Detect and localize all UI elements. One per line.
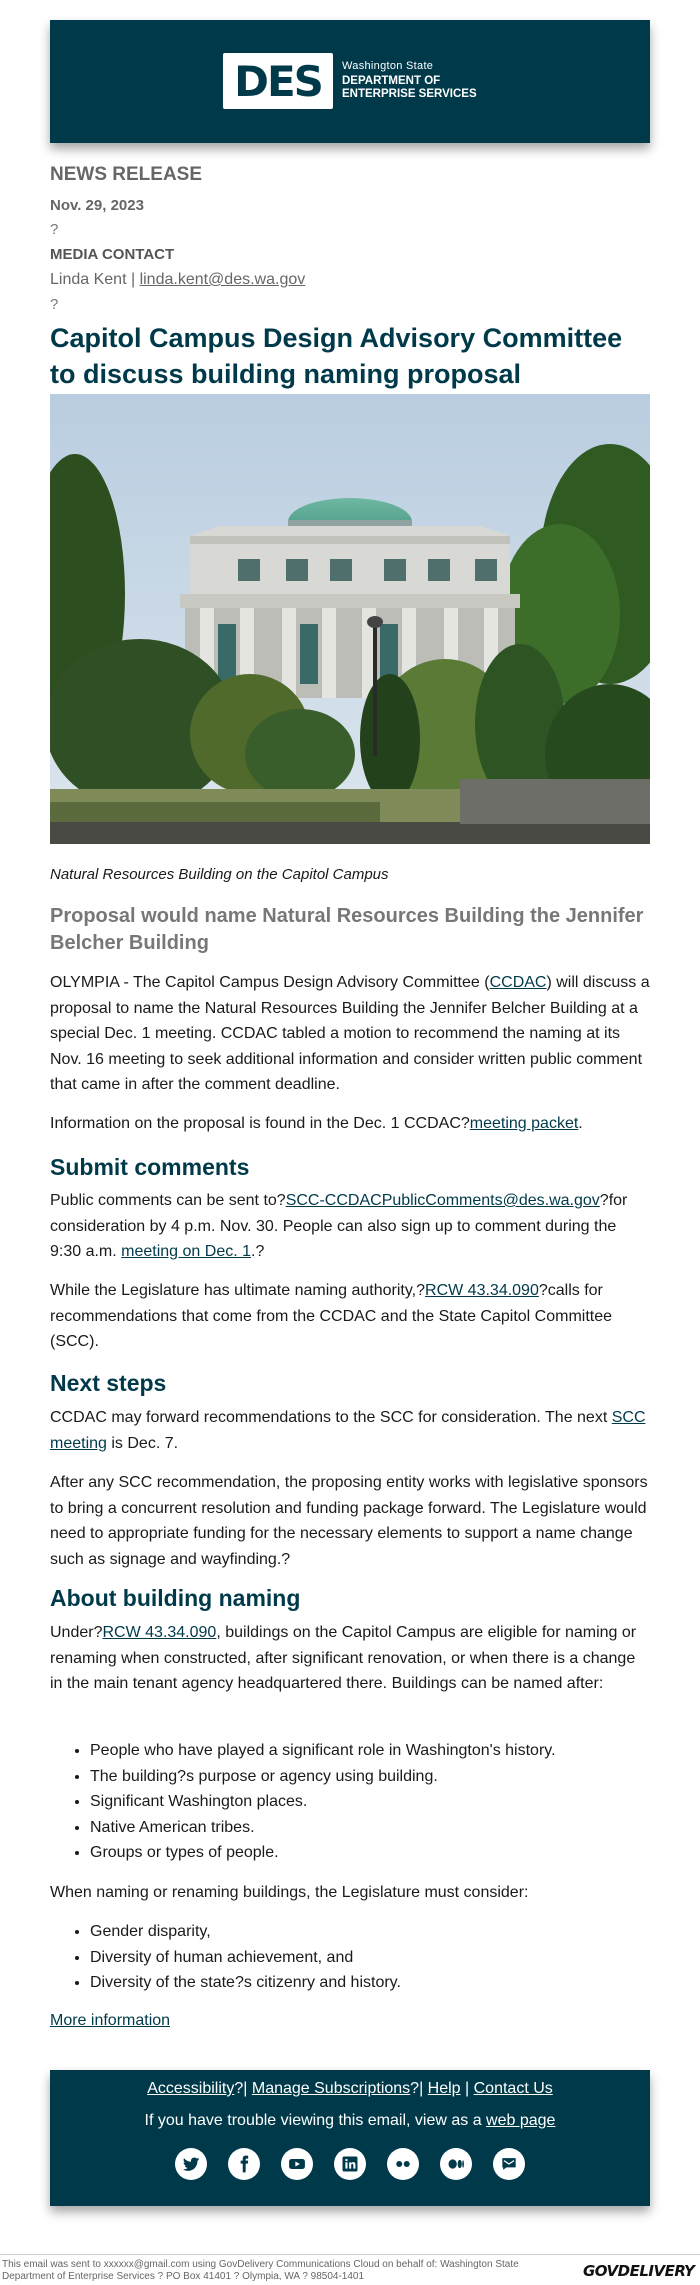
org-line1: Washington State: [342, 60, 434, 72]
text: ?calls for recommendations that come from the CCDAC and the State Capitol Committee (SCC).: [50, 1282, 613, 1350]
text: ) will discuss a proposal to name the Natural Resources Building the Jennifer Belcher Building at a special Dec. 1 meeting. CCDAC tabled a motion to recommend the naming at its Nov. 16 meeting to seek additional information and consider written public comment that came in after the comment deadline.: [50, 974, 650, 1093]
list-item: • Significant Washington places.: [90, 1789, 690, 1815]
article-title: Capitol Campus Design Advisory Committee to discuss building naming proposal: [50, 323, 623, 389]
accessibility-link[interactable]: Accessibility: [147, 2080, 235, 2097]
text: Information on the proposal is found in the Dec. 1 CCDAC?: [50, 1115, 470, 1132]
linkedin-icon[interactable]: [334, 2148, 366, 2180]
des-logo[interactable]: [223, 53, 333, 109]
text: , buildings on the Capitol Campus are eligible for naming or renaming when constructed, after significant renovation, or when there is a change in the main tenant agency headquartered there. Buildings can be named after:: [50, 1624, 637, 1692]
text: .?: [251, 1243, 265, 1260]
media-contact-label: MEDIA CONTACT: [50, 246, 175, 263]
more-information-link[interactable]: More information: [50, 2012, 171, 2029]
text: OLYMPIA - The Capitol Campus Design Advisory Committee (: [50, 974, 490, 991]
header-banner: [50, 20, 650, 143]
youtube-icon[interactable]: [281, 2148, 313, 2180]
paragraph-authority: [50, 1278, 650, 1355]
building-photo: [50, 394, 650, 844]
meeting-dec1-link[interactable]: meeting on Dec. 1: [121, 1243, 252, 1260]
meeting-packet-link[interactable]: meeting packet: [469, 1115, 579, 1132]
text: Under?: [50, 1624, 103, 1641]
comments-email-link[interactable]: SCC-CCDACPublicComments@des.wa.gov: [285, 1192, 600, 1209]
ccdac-link[interactable]: CCDAC: [489, 974, 547, 991]
paragraph-packet: [50, 1111, 650, 1137]
text: CCDAC may forward recommendations to the SCC for consideration. The next: [50, 1409, 612, 1426]
list-item: • People who have played a significant role in Washington's history.: [90, 1738, 690, 1764]
fineprint: This email was sent to xxxxxx@gmail.com using GovDelivery Communications Cloud on behalf of: Washington State Department of Enterprise Services ? PO Box 41401 ? Olympia, WA ? 98504-1401: [2, 2259, 519, 2282]
contact-us-link[interactable]: Contact Us: [473, 2080, 553, 2097]
separator: ?|: [410, 2080, 428, 2097]
flickr-icon[interactable]: [387, 2148, 419, 2180]
heading-submit-comments: Submit comments: [50, 1154, 250, 1180]
list-item: • Groups or types of people.: [90, 1840, 690, 1866]
org-name: [342, 60, 477, 101]
news-release-label: NEWS RELEASE: [50, 164, 203, 185]
help-link[interactable]: Help: [427, 2080, 461, 2097]
list-item: • Gender disparity,: [90, 1919, 690, 1945]
separator: |: [460, 2080, 474, 2097]
org-line3: ENTERPRISE SERVICES: [342, 88, 477, 100]
heading-next-steps: Next steps: [50, 1370, 167, 1396]
social-links: [50, 2148, 650, 2180]
paragraph-sponsors: After any SCC recommendation, the proposing entity works with legislative sponsors to bring a concurrent resolution and funding package forward. The Legislature would need to appropriate funding for the necessary elements to support a name change such as signage and wayfinding.?: [50, 1474, 648, 1568]
list-item: • Diversity of the state?s citizenry and history.: [90, 1970, 690, 1996]
logo-text: DES: [234, 56, 322, 106]
consideration-list: [50, 1919, 690, 1996]
medium-icon[interactable]: [440, 2148, 472, 2180]
view-web-notice: [50, 2112, 650, 2130]
article-subtitle: Proposal would name Natural Resources Building the Jennifer Belcher Building: [50, 905, 644, 954]
email-icon[interactable]: [493, 2148, 525, 2180]
paragraph-intro: [50, 970, 650, 1098]
naming-criteria-list: [50, 1738, 690, 1866]
paragraph-rcw: [50, 1620, 650, 1697]
paragraph-consider: When naming or renaming buildings, the Legislature must consider:: [50, 1884, 529, 1901]
more-information: [50, 2012, 170, 2030]
divider: [0, 2254, 700, 2255]
release-date: Nov. 29, 2023: [50, 197, 144, 214]
media-contact: [50, 271, 305, 289]
text: is Dec. 7.: [106, 1434, 179, 1452]
placeholder-char: ?: [50, 221, 59, 238]
footer-links: [50, 2080, 650, 2098]
text: .: [578, 1115, 583, 1132]
text: Public comments can be sent to?: [50, 1192, 286, 1209]
separator: ?|: [234, 2080, 252, 2097]
paragraph-next: [50, 1405, 650, 1456]
text: If you have trouble viewing this email, view as a: [144, 2112, 487, 2129]
photo-caption: Natural Resources Building on the Capitol Campus: [50, 866, 389, 883]
twitter-icon[interactable]: [175, 2148, 207, 2180]
list-item: • Diversity of human achievement, and: [90, 1945, 690, 1971]
heading-about-naming: About building naming: [50, 1585, 301, 1611]
placeholder-char: ?: [50, 296, 59, 313]
facebook-icon[interactable]: [228, 2148, 260, 2180]
text: While the Legislature has ultimate naming authority,?: [50, 1282, 426, 1299]
footer-banner: [50, 2070, 650, 2206]
contact-email-link[interactable]: linda.kent@des.wa.gov: [139, 271, 306, 288]
rcw-link[interactable]: RCW 43.34.090: [102, 1624, 217, 1641]
list-item: • The building?s purpose or agency using building.: [90, 1764, 690, 1790]
text: ?for consideration by 4 p.m. Nov. 30. People can also sign up to comment during the 9:30 a.m.: [50, 1192, 628, 1260]
govdelivery-logo[interactable]: GOVDELIVERY: [583, 2262, 695, 2280]
manage-subscriptions-link[interactable]: Manage Subscriptions: [251, 2080, 411, 2097]
list-item: • Native American tribes.: [90, 1815, 690, 1841]
scc-meeting-link[interactable]: SCC meeting: [50, 1409, 646, 1452]
rcw-link[interactable]: RCW 43.34.090: [425, 1282, 539, 1299]
paragraph-comments: [50, 1188, 650, 1265]
web-page-link[interactable]: web page: [486, 2112, 556, 2129]
org-line2: DEPARTMENT OF: [342, 75, 441, 87]
contact-name: Linda Kent |: [50, 271, 140, 288]
